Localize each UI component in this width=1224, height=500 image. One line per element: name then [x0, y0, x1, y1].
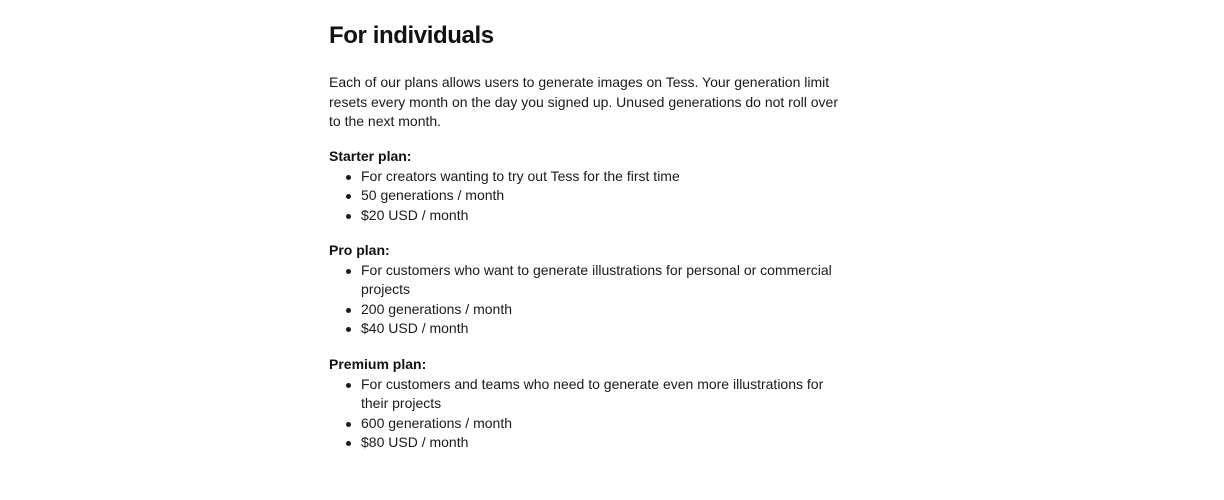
bullet-icon [346, 194, 351, 199]
plan-feature-list [329, 261, 849, 339]
list-item-text: 600 generations / month [361, 414, 512, 431]
list-item-text: $80 USD / month [361, 434, 469, 451]
bullet-icon [346, 327, 351, 332]
list-item-text: 50 generations / month [361, 187, 505, 204]
list-item [329, 300, 849, 320]
list-item-text: 200 generations / month [361, 300, 512, 317]
list-item [329, 167, 849, 187]
plan-title: Pro plan: [329, 242, 390, 258]
list-item-text: For customers who want to generate illustrations for personal or commercial projects [361, 261, 832, 298]
bullet-icon [346, 269, 351, 274]
premium-plan-block [329, 355, 849, 453]
pro-plan-block [329, 241, 849, 339]
list-item-text: $40 USD / month [361, 320, 469, 337]
list-item [329, 433, 849, 453]
list-item [329, 375, 849, 414]
bullet-icon [346, 214, 351, 219]
intro-paragraph: Each of our plans allows users to generate images on Tess. Your generation limit resets every month on the day you signed up. Unused generations do not roll over to the next month. [329, 74, 838, 130]
bullet-icon [346, 441, 351, 446]
list-item-text: For customers and teams who need to generate even more illustrations for their projects [361, 375, 824, 412]
list-item-text: For creators wanting to try out Tess for the first time [361, 167, 680, 184]
bullet-icon [346, 308, 351, 313]
list-item [329, 186, 849, 206]
list-item-text: $20 USD / month [361, 206, 469, 223]
starter-plan-block [329, 147, 849, 225]
bullet-icon [346, 175, 351, 180]
bullet-icon [346, 383, 351, 388]
section-heading: For individuals [329, 22, 494, 49]
plan-feature-list [329, 167, 849, 226]
plan-feature-list [329, 375, 849, 453]
list-item [329, 261, 849, 300]
list-item [329, 206, 849, 226]
plan-title: Premium plan: [329, 356, 427, 372]
plan-title: Starter plan: [329, 148, 412, 164]
list-item [329, 414, 849, 434]
list-item [329, 319, 849, 339]
bullet-icon [346, 422, 351, 427]
